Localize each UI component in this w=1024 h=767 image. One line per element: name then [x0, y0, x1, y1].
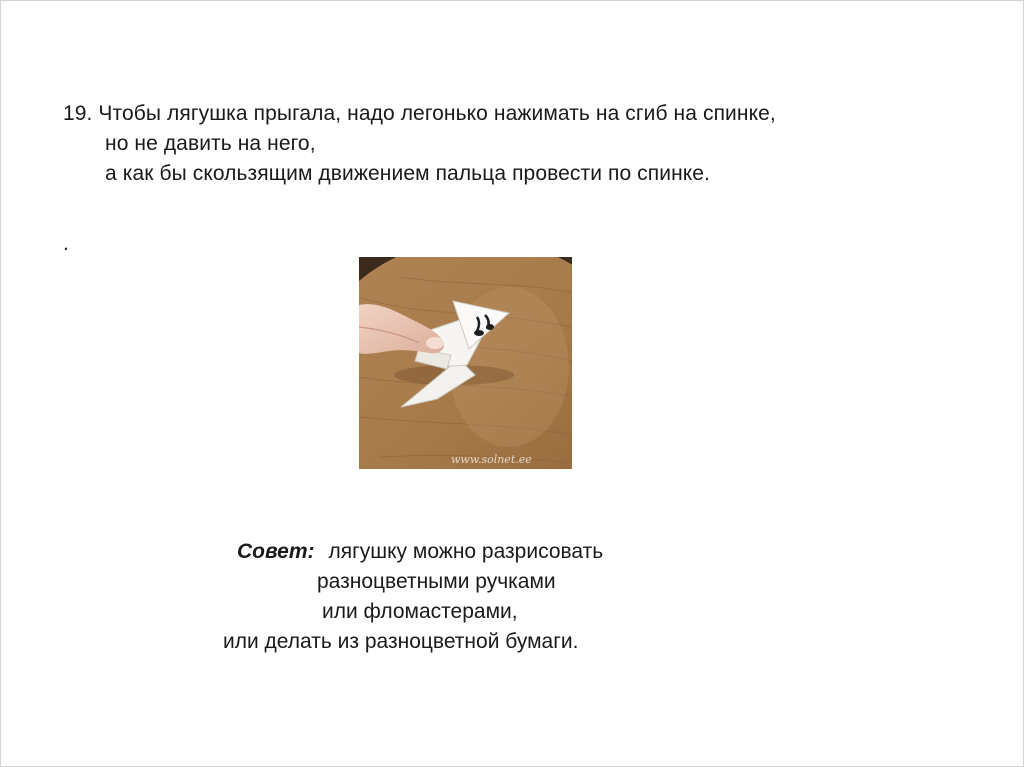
instruction-line-2: но не давить на него, [105, 132, 316, 155]
tip-line-4: или делать из разноцветной бумаги. [223, 630, 579, 653]
tip-block [181, 537, 741, 657]
photo-watermark: www.solnet.ee [451, 453, 532, 466]
instruction-line-1: 19. Чтобы лягушка прыгала, надо легонько нажимать на сгиб на спинке, [63, 102, 776, 125]
bullet-dot: . [63, 232, 69, 255]
instruction-text [63, 99, 776, 189]
tip-line-3: или фломастерами, [322, 600, 518, 623]
tip-label: Совет: [237, 540, 315, 563]
tip-line-2: разноцветными ручками [317, 570, 556, 593]
instruction-line-3: а как бы скользящим движением пальца провести по спинке. [105, 162, 711, 185]
origami-frog-photo [359, 257, 572, 469]
tip-line-1: лягушку можно разрисовать [328, 540, 604, 563]
